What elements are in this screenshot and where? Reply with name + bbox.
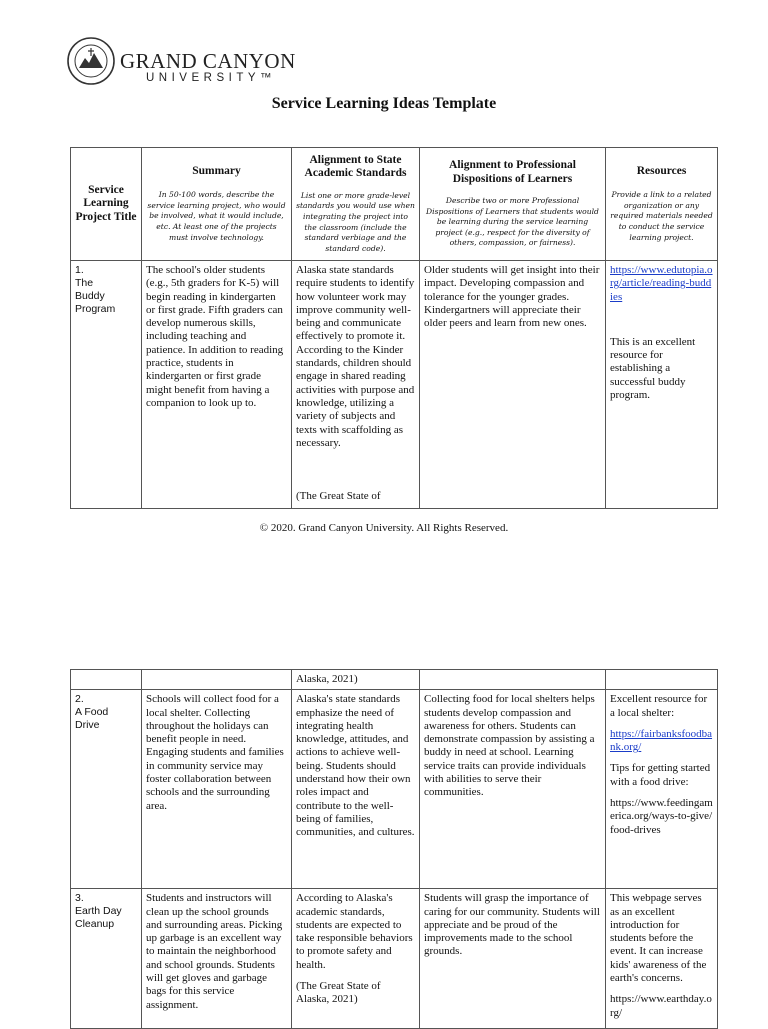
resources-cell: Excellent resource for a local shelter: https://fairbanksfoodbank.org/ Tips for getting started with a food drive: https://www.feedingamerica.org/ways-to-give/food-drives	[606, 690, 718, 889]
table-row-continued	[71, 670, 718, 690]
col-header-dispositions: Alignment to Professional Dispositions of Learners Describe two or more Professional Dispositions of Learners that students would be learning during the service learning project (e.g., respect for the diversity of others, compassion, or fairness).	[420, 148, 606, 261]
logo-name: GRAND CANYON	[120, 49, 296, 73]
standards-cell: Alaska state standards require students to identify how volunteer work may improve community well-being and communicate effectively to promote it. According to the Kinder standards, children should engage in shared reading activities with purpose and knowledge, utilizing a variety of subjects and texts with scaffolding as necessary. (The Great State of	[292, 261, 420, 509]
standards-cell: Alaska's state standards emphasize the need of integrating health knowledge, attitudes, and actions to achieve well-being. Students should understand how their own roles impact and contribute to the well-being of families, communities, and cultures.	[292, 690, 420, 889]
col-header-resources: Resources Provide a link to a related organization or any required materials needed to conduct the service learning project.	[606, 148, 718, 261]
edutopia-link[interactable]: https://www.edutopia.org/article/reading-buddies	[610, 264, 713, 303]
table-row	[71, 261, 718, 509]
foodbank-link[interactable]: https://fairbanksfoodbank.org/	[610, 727, 713, 754]
service-learning-table-page2	[70, 669, 718, 1029]
resources-cell: This webpage serves as an excellent introduction for students before the event. It can increase kids' awareness of the earth's concerns. https://www.earthday.org/	[606, 889, 718, 1029]
feedingamerica-url: https://www.feedingamerica.org/ways-to-give/food-drives	[610, 797, 713, 836]
summary-cell: Schools will collect food for a local shelter. Collecting throughout the holidays can benefit people in need. Engaging students and families in community service may foster collaboration between schools and the surrounding area.	[142, 690, 292, 889]
col-header-standards: Alignment to State Academic Standards List one or more grade-level standards you would use when integrating the project into the classroom (include the standard verbiage and the standard code).	[292, 148, 420, 261]
table-header-row	[71, 148, 718, 261]
copyright-footer: © 2020. Grand Canyon University. All Rights Reserved.	[259, 522, 509, 534]
dispositions-cell: Older students will get insight into their impact. Developing compassion and tolerance for the younger grades. Kindergartners will appreciate their older peers and learn from new ones.	[420, 261, 606, 509]
logo-subtitle: UNIVERSITY™	[146, 72, 277, 84]
resources-cell: https://www.edutopia.org/article/reading-buddies This is an excellent resource for establishing a successful buddy program.	[606, 261, 718, 509]
summary-cell: Students and instructors will clean up the school grounds and surrounding areas. Picking up garbage is an excellent way to maintain the neighborhood and school grounds. Students will get gloves and garbage bags for this service assignment.	[142, 889, 292, 1029]
dispositions-cell: Collecting food for local shelters helps students develop compassion and awareness for others. Students can demonstrate compassion by assisting a buddy in need at school. Learning service traits can provide individuals with abilities to serve their communities.	[420, 690, 606, 889]
project-title-cell: 3.Earth Day Cleanup	[71, 889, 142, 1029]
dispositions-cell: Students will grasp the importance of caring for our community. Students will appreciate and be proud of the improvements made to the school grounds.	[420, 889, 606, 1029]
standards-cell: According to Alaska's academic standards, students are expected to take responsible behaviors to promote safety and health. (The Great State of Alaska, 2021)	[292, 889, 420, 1029]
col-header-summary: Summary In 50-100 words, describe the service learning project, who would be involved, what it would include, etc. At least one of the projects must involve technology.	[142, 148, 292, 261]
table-row	[71, 889, 718, 1029]
table-row	[71, 690, 718, 889]
standards-cell-continued: Alaska, 2021)	[292, 670, 420, 690]
gcu-logo	[66, 36, 326, 86]
earthday-url: https://www.earthday.org/	[610, 993, 712, 1019]
university-seal-icon	[66, 36, 116, 86]
page-title: Service Learning Ideas Template	[271, 95, 497, 112]
project-title-cell: 1.The Buddy Program	[71, 261, 142, 509]
project-title-cell: 2.A Food Drive	[71, 690, 142, 889]
col-header-title: Service Learning Project Title	[71, 148, 142, 261]
service-learning-table-page1	[70, 147, 718, 509]
summary-cell: The school's older students (e.g., 5th graders for K-5) will begin reading in kindergarten or first grade. Fifth graders can develop numerous skills, including teaching and patience. In addition to reading practice, students in kindergarten or first grade might benefit from having a companion to look up to.	[142, 261, 292, 509]
